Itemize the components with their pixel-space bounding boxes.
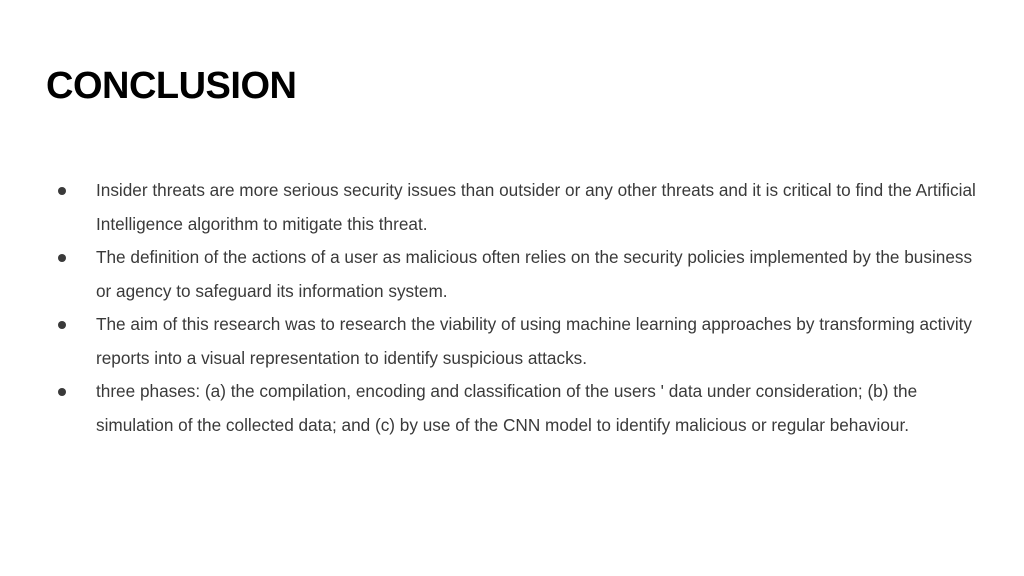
bullet-dot-icon xyxy=(58,321,66,329)
bullet-item xyxy=(58,241,988,308)
bullet-text: Insider threats are more serious security issues than outsider or any other threats and it is critical to find the Artificial Intelligence algorithm to mitigate this threat. xyxy=(96,180,976,234)
bullet-item xyxy=(58,308,988,375)
bullet-dot-icon xyxy=(58,187,66,195)
bullet-item xyxy=(58,375,988,442)
slide-title: CONCLUSION xyxy=(46,65,297,107)
bullet-text: The definition of the actions of a user as malicious often relies on the security policies implemented by the business or agency to safeguard its information system. xyxy=(96,247,973,301)
bullet-list xyxy=(58,174,988,442)
bullet-dot-icon xyxy=(58,254,66,262)
bullet-item xyxy=(58,174,988,241)
bullet-dot-icon xyxy=(58,388,66,396)
bullet-text: The aim of this research was to research the viability of using machine learning approaches by transforming activity reports into a visual representation to identify suspicious attacks. xyxy=(96,314,973,368)
bullet-text: three phases: (a) the compilation, encoding and classification of the users ' data under consideration; (b) the simulation of the collected data; and (c) by use of the CNN model to identify malicious or regular behaviour. xyxy=(96,381,918,435)
